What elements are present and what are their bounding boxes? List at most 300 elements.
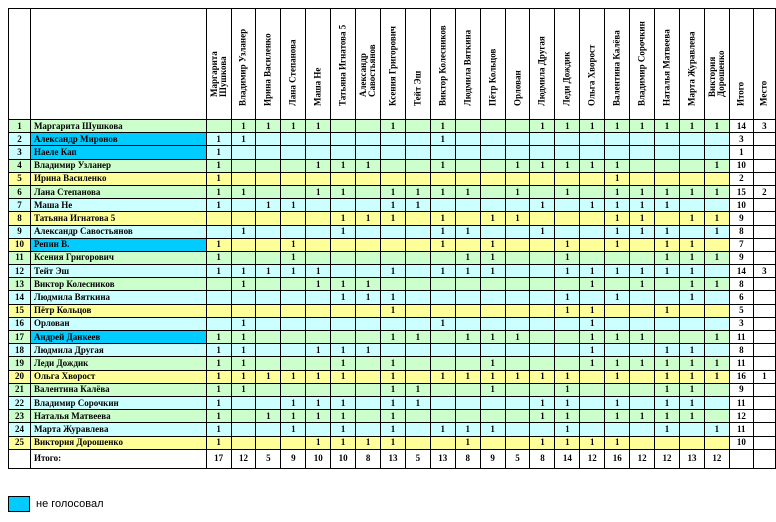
vote-cell: 1 — [704, 225, 729, 238]
row-number: 4 — [9, 159, 31, 172]
vote-cell: 1 — [430, 317, 455, 330]
vote-cell — [505, 120, 530, 133]
vote-cell: 1 — [605, 212, 630, 225]
vote-cell — [505, 396, 530, 409]
vote-cell — [256, 159, 281, 172]
vote-cell: 1 — [381, 291, 406, 304]
vote-cell — [605, 317, 630, 330]
vote-cell — [405, 423, 430, 436]
vote-cell: 1 — [281, 265, 306, 278]
table-row — [9, 383, 776, 396]
voter-header — [455, 9, 480, 120]
participant-name: Ксения Григорович — [30, 251, 206, 264]
vote-cell — [405, 357, 430, 370]
vote-cell: 1 — [331, 291, 356, 304]
vote-cell: 1 — [381, 396, 406, 409]
vote-cell: 1 — [680, 344, 705, 357]
vote-cell: 1 — [306, 159, 331, 172]
vote-cell — [256, 291, 281, 304]
vote-cell — [605, 383, 630, 396]
voter-header — [381, 9, 406, 120]
vote-cell — [530, 212, 555, 225]
vote-cell — [530, 357, 555, 370]
vote-cell — [505, 278, 530, 291]
voter-header-label: Пётр Кольцов — [487, 48, 498, 106]
row-place — [753, 317, 775, 330]
vote-cell — [381, 251, 406, 264]
footer-label: Итого: — [30, 449, 206, 468]
vote-cell: 1 — [655, 199, 680, 212]
vote-cell — [306, 423, 331, 436]
vote-cell — [331, 251, 356, 264]
vote-cell — [405, 265, 430, 278]
vote-cell — [430, 251, 455, 264]
row-total: 8 — [729, 344, 753, 357]
vote-cell: 1 — [605, 199, 630, 212]
vote-cell — [605, 278, 630, 291]
vote-cell — [580, 225, 605, 238]
vote-cell: 1 — [555, 383, 580, 396]
participant-name: Валентина Калёва — [30, 383, 206, 396]
vote-cell: 1 — [655, 265, 680, 278]
column-total: 12 — [655, 449, 680, 468]
row-place — [753, 133, 775, 146]
vote-cell — [356, 304, 381, 317]
vote-cell: 1 — [580, 120, 605, 133]
vote-cell: 1 — [206, 344, 231, 357]
vote-cell — [306, 172, 331, 185]
vote-cell: 1 — [680, 265, 705, 278]
row-total: 16 — [729, 370, 753, 383]
row-total: 10 — [729, 436, 753, 449]
vote-cell: 1 — [580, 304, 605, 317]
row-place — [753, 278, 775, 291]
vote-cell: 1 — [605, 357, 630, 370]
vote-cell — [306, 146, 331, 159]
row-total: 5 — [729, 304, 753, 317]
vote-cell: 1 — [680, 396, 705, 409]
column-total: 16 — [605, 449, 630, 468]
vote-cell: 1 — [580, 199, 605, 212]
vote-cell: 1 — [530, 199, 555, 212]
vote-cell — [231, 436, 256, 449]
row-place — [753, 331, 775, 344]
vote-cell — [580, 396, 605, 409]
vote-cell — [505, 344, 530, 357]
column-total: 9 — [281, 449, 306, 468]
vote-cell: 1 — [630, 225, 655, 238]
vote-cell — [356, 185, 381, 198]
vote-cell — [480, 199, 505, 212]
vote-cell — [630, 238, 655, 251]
vote-cell — [630, 304, 655, 317]
voter-header — [231, 9, 256, 120]
vote-cell — [306, 383, 331, 396]
vote-cell — [281, 304, 306, 317]
vote-cell — [331, 133, 356, 146]
vote-cell — [505, 238, 530, 251]
vote-cell — [455, 357, 480, 370]
voter-header-label: Ольга Хворост — [586, 44, 597, 106]
vote-cell: 1 — [630, 410, 655, 423]
vote-cell — [256, 251, 281, 264]
vote-cell — [480, 225, 505, 238]
vote-cell: 1 — [206, 133, 231, 146]
vote-cell: 1 — [256, 370, 281, 383]
voter-header — [331, 9, 356, 120]
vote-cell — [580, 172, 605, 185]
vote-cell: 1 — [505, 370, 530, 383]
table-row — [9, 410, 776, 423]
vote-cell: 1 — [206, 146, 231, 159]
vote-cell: 1 — [704, 212, 729, 225]
vote-cell: 1 — [605, 185, 630, 198]
vote-cell — [580, 251, 605, 264]
vote-cell: 1 — [206, 410, 231, 423]
vote-cell — [655, 317, 680, 330]
voter-header — [505, 9, 530, 120]
vote-cell: 1 — [256, 199, 281, 212]
vote-cell — [405, 436, 430, 449]
vote-cell — [231, 291, 256, 304]
voter-header-label: Ксения Григорович — [387, 25, 398, 106]
vote-cell: 1 — [256, 265, 281, 278]
vote-cell — [505, 436, 530, 449]
vote-cell: 1 — [381, 357, 406, 370]
column-total: 8 — [530, 449, 555, 468]
participant-name: Маша Не — [30, 199, 206, 212]
vote-cell: 1 — [381, 199, 406, 212]
vote-cell: 1 — [555, 291, 580, 304]
vote-cell — [480, 436, 505, 449]
vote-cell — [680, 423, 705, 436]
vote-cell — [655, 172, 680, 185]
vote-cell — [206, 291, 231, 304]
vote-cell: 1 — [605, 396, 630, 409]
vote-cell: 1 — [331, 225, 356, 238]
vote-cell: 1 — [580, 436, 605, 449]
vote-cell — [704, 436, 729, 449]
vote-cell: 1 — [655, 304, 680, 317]
row-number: 3 — [9, 146, 31, 159]
vote-cell: 1 — [430, 423, 455, 436]
vote-cell: 1 — [655, 396, 680, 409]
row-place — [753, 410, 775, 423]
vote-cell — [680, 199, 705, 212]
vote-cell: 1 — [555, 436, 580, 449]
voter-header — [655, 9, 680, 120]
vote-cell — [530, 331, 555, 344]
vote-cell — [704, 199, 729, 212]
vote-cell — [580, 383, 605, 396]
row-place: 3 — [753, 120, 775, 133]
vote-cell — [505, 304, 530, 317]
vote-cell: 1 — [405, 199, 430, 212]
vote-cell — [405, 172, 430, 185]
vote-cell — [530, 146, 555, 159]
vote-cell: 1 — [555, 370, 580, 383]
vote-cell — [430, 357, 455, 370]
vote-cell — [281, 317, 306, 330]
vote-cell — [281, 225, 306, 238]
vote-cell — [580, 291, 605, 304]
header-row — [9, 9, 776, 120]
vote-cell: 1 — [405, 383, 430, 396]
voter-header — [356, 9, 381, 120]
vote-cell — [306, 251, 331, 264]
vote-cell: 1 — [480, 251, 505, 264]
vote-cell — [455, 120, 480, 133]
participant-name: Лана Степанова — [30, 185, 206, 198]
vote-cell: 1 — [704, 423, 729, 436]
voter-header-label: Тейт Эш — [412, 70, 423, 106]
table-row — [9, 291, 776, 304]
vote-cell — [530, 238, 555, 251]
vote-cell — [206, 120, 231, 133]
row-total: 12 — [729, 410, 753, 423]
vote-cell: 1 — [655, 383, 680, 396]
vote-cell: 1 — [356, 291, 381, 304]
vote-cell — [655, 331, 680, 344]
participant-name: Маргарита Шушкова — [30, 120, 206, 133]
vote-cell — [206, 225, 231, 238]
voter-header — [306, 9, 331, 120]
footer-num-blank — [9, 449, 31, 468]
vote-cell: 1 — [480, 423, 505, 436]
vote-cell: 1 — [281, 370, 306, 383]
vote-cell — [455, 278, 480, 291]
row-number: 23 — [9, 410, 31, 423]
vote-cell — [256, 225, 281, 238]
row-total: 9 — [729, 212, 753, 225]
vote-cell: 1 — [555, 159, 580, 172]
vote-cell — [405, 238, 430, 251]
vote-cell: 1 — [704, 251, 729, 264]
vote-cell — [580, 212, 605, 225]
vote-cell: 1 — [430, 370, 455, 383]
vote-cell — [555, 133, 580, 146]
vote-cell — [281, 185, 306, 198]
vote-cell — [331, 146, 356, 159]
vote-cell: 1 — [206, 172, 231, 185]
vote-cell — [655, 436, 680, 449]
vote-cell — [356, 265, 381, 278]
voter-header — [530, 9, 555, 120]
row-total: 9 — [729, 383, 753, 396]
voter-header — [580, 9, 605, 120]
table-row — [9, 265, 776, 278]
vote-cell — [505, 410, 530, 423]
vote-cell: 1 — [405, 396, 430, 409]
vote-cell: 1 — [206, 238, 231, 251]
vote-cell — [655, 278, 680, 291]
table-row — [9, 225, 776, 238]
vote-cell: 1 — [231, 317, 256, 330]
vote-cell: 1 — [356, 212, 381, 225]
participant-name: Виктория Дорошенко — [30, 436, 206, 449]
vote-cell — [231, 396, 256, 409]
vote-cell — [580, 146, 605, 159]
vote-cell: 1 — [206, 251, 231, 264]
vote-cell — [430, 410, 455, 423]
vote-cell: 1 — [381, 265, 406, 278]
vote-cell — [381, 317, 406, 330]
voter-header-label: Людмила Другая — [536, 36, 547, 106]
vote-cell — [630, 133, 655, 146]
voter-header — [704, 9, 729, 120]
voter-header-label: Наталья Матвеева — [661, 29, 672, 106]
vote-cell: 1 — [505, 159, 530, 172]
participant-name: Виктор Колесников — [30, 278, 206, 291]
table-row — [9, 304, 776, 317]
vote-cell — [405, 212, 430, 225]
row-place — [753, 225, 775, 238]
vote-cell — [381, 225, 406, 238]
vote-cell: 1 — [630, 278, 655, 291]
vote-cell: 1 — [331, 185, 356, 198]
column-total: 5 — [505, 449, 530, 468]
vote-cell: 1 — [306, 265, 331, 278]
vote-cell — [256, 172, 281, 185]
vote-cell — [480, 159, 505, 172]
vote-cell: 1 — [580, 357, 605, 370]
vote-cell: 1 — [331, 410, 356, 423]
vote-cell — [480, 291, 505, 304]
vote-cell: 1 — [381, 436, 406, 449]
footer-blank — [729, 449, 753, 468]
vote-cell: 1 — [256, 120, 281, 133]
vote-cell — [256, 185, 281, 198]
vote-cell — [231, 172, 256, 185]
vote-cell: 1 — [655, 185, 680, 198]
voter-header — [605, 9, 630, 120]
vote-cell: 1 — [430, 212, 455, 225]
voting-table — [8, 8, 776, 469]
table-row — [9, 317, 776, 330]
vote-cell: 1 — [231, 133, 256, 146]
vote-cell — [555, 146, 580, 159]
column-total: 10 — [331, 449, 356, 468]
vote-cell: 1 — [680, 251, 705, 264]
vote-cell — [455, 212, 480, 225]
row-place — [753, 383, 775, 396]
vote-cell — [530, 133, 555, 146]
vote-cell — [480, 410, 505, 423]
row-number: 15 — [9, 304, 31, 317]
vote-cell: 1 — [680, 212, 705, 225]
vote-cell: 1 — [630, 120, 655, 133]
vote-cell — [480, 172, 505, 185]
vote-cell — [605, 423, 630, 436]
vote-cell — [704, 238, 729, 251]
vote-cell — [455, 344, 480, 357]
vote-cell: 1 — [281, 396, 306, 409]
vote-cell — [505, 291, 530, 304]
vote-cell — [480, 278, 505, 291]
vote-cell — [405, 225, 430, 238]
vote-cell — [331, 383, 356, 396]
row-number: 20 — [9, 370, 31, 383]
vote-cell: 1 — [655, 120, 680, 133]
vote-cell — [580, 370, 605, 383]
vote-cell: 1 — [605, 225, 630, 238]
vote-cell — [530, 291, 555, 304]
vote-cell — [430, 304, 455, 317]
row-total: 11 — [729, 423, 753, 436]
vote-cell — [405, 159, 430, 172]
vote-cell — [630, 436, 655, 449]
vote-cell — [430, 291, 455, 304]
vote-cell — [630, 423, 655, 436]
row-place — [753, 304, 775, 317]
vote-cell: 1 — [605, 291, 630, 304]
vote-cell: 1 — [480, 212, 505, 225]
voter-header — [480, 9, 505, 120]
vote-cell: 1 — [231, 344, 256, 357]
vote-cell — [306, 225, 331, 238]
table-row — [9, 133, 776, 146]
vote-cell: 1 — [555, 265, 580, 278]
row-place — [753, 159, 775, 172]
voter-header-label: Лана Степанова — [287, 39, 298, 106]
vote-cell — [455, 383, 480, 396]
row-place — [753, 212, 775, 225]
vote-cell — [356, 133, 381, 146]
vote-cell — [704, 291, 729, 304]
vote-cell — [405, 291, 430, 304]
vote-cell — [306, 291, 331, 304]
vote-cell — [455, 159, 480, 172]
column-total: 8 — [356, 449, 381, 468]
vote-cell — [331, 317, 356, 330]
vote-cell: 1 — [655, 370, 680, 383]
voter-header-label: Виктор Колесников — [437, 25, 448, 106]
vote-cell: 1 — [580, 159, 605, 172]
column-total: 10 — [306, 449, 331, 468]
vote-cell: 1 — [480, 265, 505, 278]
vote-cell — [356, 172, 381, 185]
vote-cell — [381, 344, 406, 357]
vote-cell: 1 — [231, 120, 256, 133]
vote-cell — [356, 120, 381, 133]
vote-cell — [356, 383, 381, 396]
vote-cell: 1 — [630, 265, 655, 278]
vote-cell: 1 — [306, 120, 331, 133]
vote-cell: 1 — [680, 383, 705, 396]
vote-cell — [680, 159, 705, 172]
voter-header — [256, 9, 281, 120]
row-number: 11 — [9, 251, 31, 264]
vote-cell — [405, 146, 430, 159]
vote-cell: 1 — [430, 225, 455, 238]
vote-cell: 1 — [480, 357, 505, 370]
vote-cell — [555, 172, 580, 185]
vote-cell: 1 — [630, 199, 655, 212]
vote-cell — [430, 383, 455, 396]
voter-header-label: Маша Не — [312, 67, 323, 106]
vote-cell: 1 — [231, 265, 256, 278]
vote-cell — [480, 120, 505, 133]
vote-cell: 1 — [655, 357, 680, 370]
vote-cell — [256, 383, 281, 396]
column-total: 13 — [680, 449, 705, 468]
vote-cell: 1 — [281, 238, 306, 251]
vote-cell — [530, 251, 555, 264]
vote-cell: 1 — [356, 278, 381, 291]
vote-cell — [231, 159, 256, 172]
vote-cell: 1 — [331, 370, 356, 383]
column-total: 5 — [256, 449, 281, 468]
